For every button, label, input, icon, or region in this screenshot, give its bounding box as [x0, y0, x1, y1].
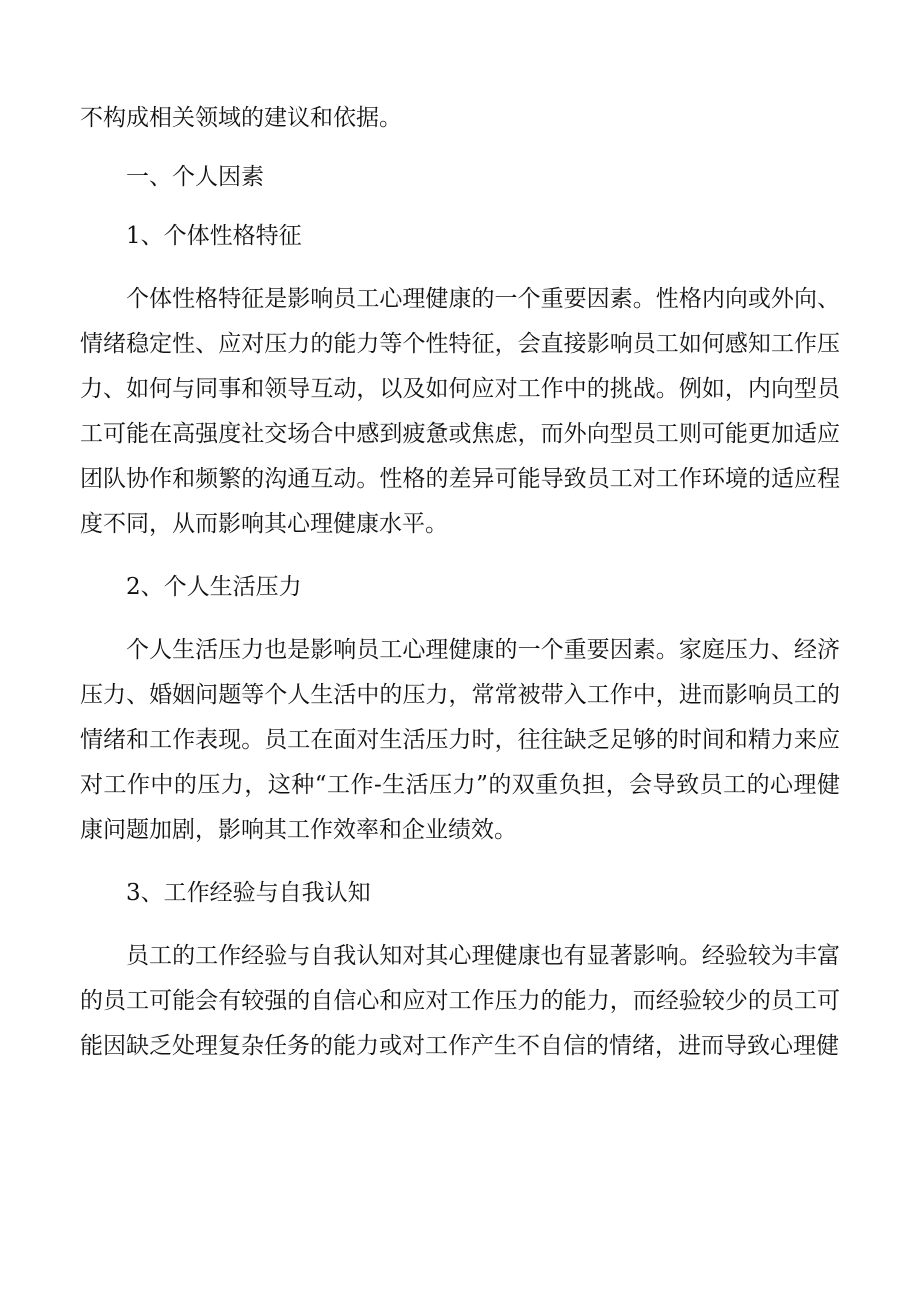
intro-tail-text: 不构成相关领域的建议和依据。 — [80, 105, 402, 131]
subsection-body-3: 员工的工作经验与自我认知对其心理健康也有显著影响。经验较为丰富的员工可能会有较强的自信心和应对工作压力的能力，而经验较少的员工可能因缺乏处理复杂任务的能力或对工作产生不自信的情绪，进而导致心理健 — [80, 943, 840, 1059]
subsection-title-3: 3、工作经验与自我认知 — [126, 880, 371, 906]
subsection-title-2: 2、个人生活压力 — [126, 574, 302, 600]
document-body — [80, 96, 840, 1069]
section-title: 一、个人因素 — [126, 164, 264, 190]
subsection-body-1: 个体性格特征是影响员工心理健康的一个重要因素。性格内向或外向、情绪稳定性、应对压力的能力等个性特征，会直接影响员工如何感知工作压力、如何与同事和领导互动，以及如何应对工作中的挑战。例如，内向型员工可能在高强度社交场合中感到疲惫或焦虑，而外向型员工则可能更加适应团队协作和频繁的沟通互动。性格的差异可能导致员工对工作环境的适应程度不同，从而影响其心理健康水平。 — [80, 286, 840, 537]
subsection-title-1: 1、个体性格特征 — [126, 223, 302, 249]
subsection-body-2: 个人生活压力也是影响员工心理健康的一个重要因素。家庭压力、经济压力、婚姻问题等个人生活中的压力，常常被带入工作中，进而影响员工的情绪和工作表现。员工在面对生活压力时，往往缺乏足够的时间和精力来应对工作中的压力，这种“工作-生活压力”的双重负担，会导致员工的心理健康问题加剧，影响其工作效率和企业绩效。 — [80, 637, 840, 843]
